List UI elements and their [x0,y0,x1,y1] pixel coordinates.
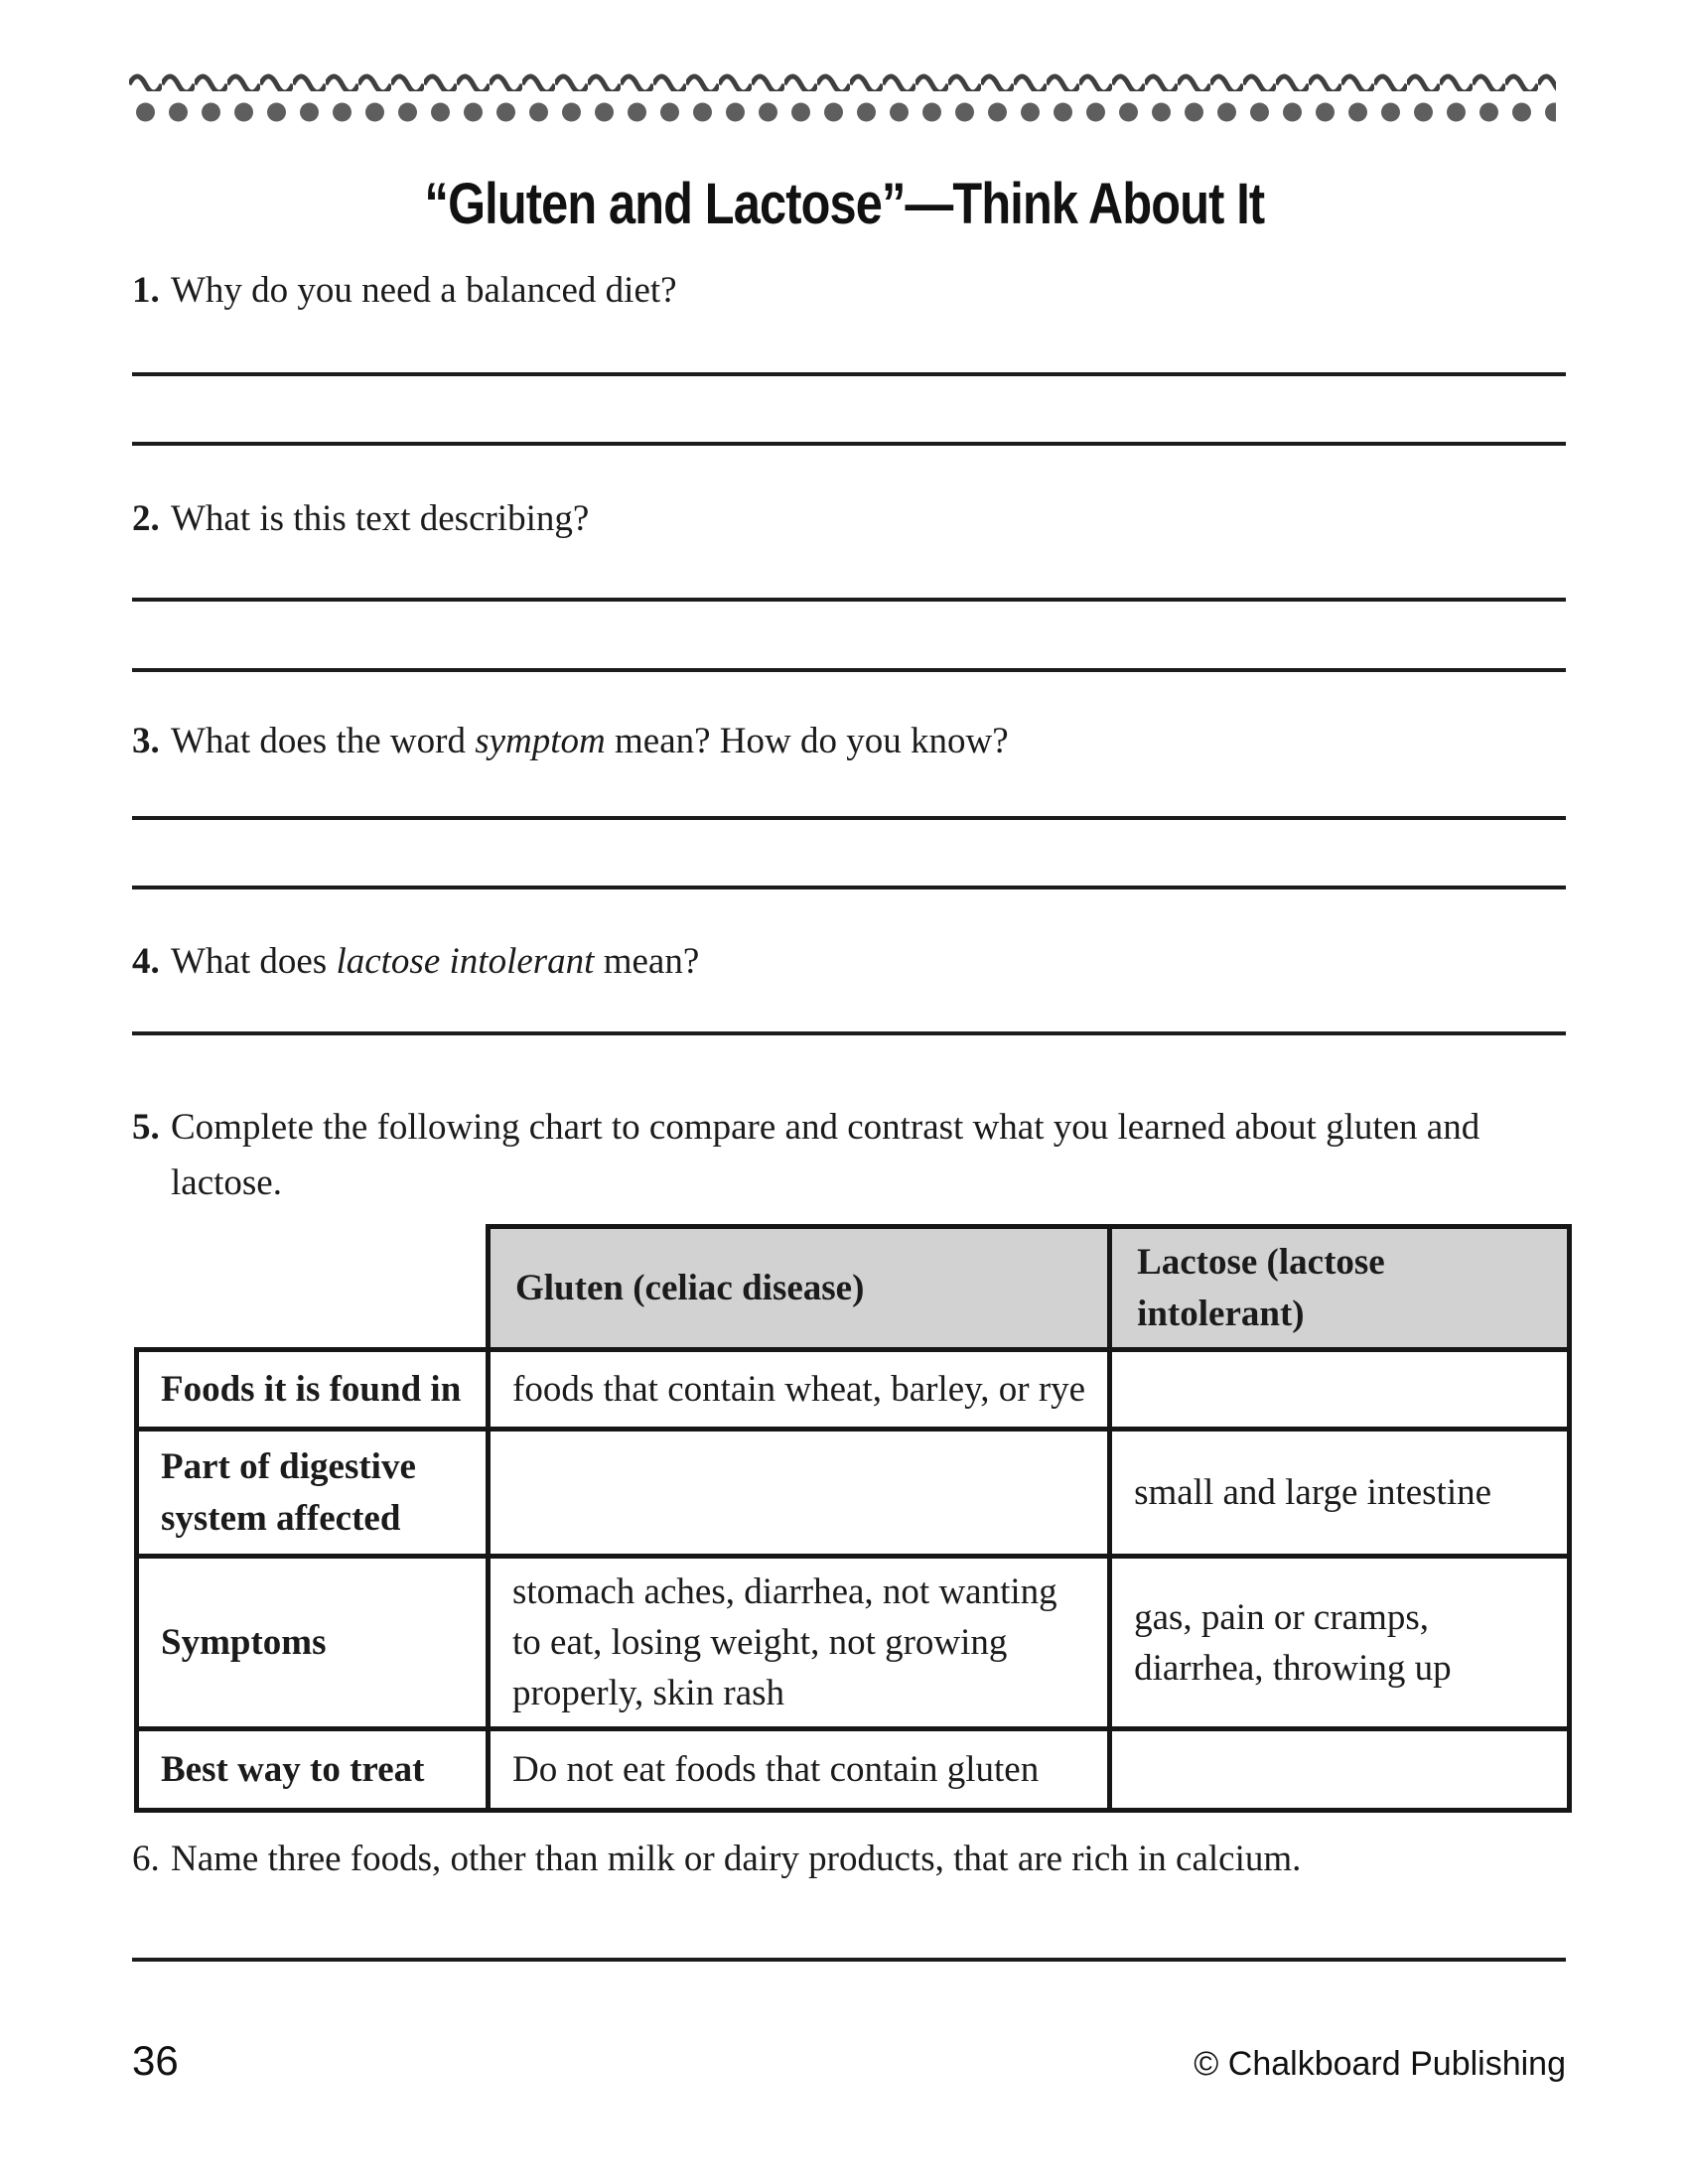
question-6-text: Name three foods, other than milk or dairy products, that are rich in calcium. [171,1839,1302,1879]
question-3-number: 3. [132,721,160,761]
answer-line [132,372,1566,376]
page-title [0,171,1688,237]
question-1-text: Why do you need a balanced diet? [171,270,677,311]
cell-foods-gluten: foods that contain wheat, barley, or rye [489,1350,1110,1430]
cell-treat-lactose [1110,1729,1570,1811]
question-4-number: 4. [132,941,160,982]
column-header-lactose: Lactose (lactose intolerant) [1110,1227,1570,1350]
row-label-treat: Best way to treat [137,1729,489,1811]
decorative-top-border [129,68,1556,129]
row-label-digestive: Part of digestive system affected [137,1430,489,1557]
question-4-italic-phrase: lactose intolerant [336,941,595,982]
question-5-number: 5. [132,1107,160,1148]
question-4 [132,937,1611,987]
question-6-number: 6. [132,1839,160,1879]
answer-line [132,668,1566,672]
question-6 [132,1835,1611,1884]
cell-digestive-lactose: small and large intestine [1110,1430,1570,1557]
answer-line [132,442,1566,446]
table-row [137,1729,1570,1811]
question-2-number: 2. [132,498,160,539]
page-title-text: “Gluten and Lactose”—Think About It [424,172,1264,236]
copyright-notice: © Chalkboard Publishing [1194,2045,1566,2083]
answer-line [132,1958,1566,1962]
dots-decoration [129,92,1556,122]
question-5-text-line2: lactose. [171,1162,282,1203]
question-1-number: 1. [132,270,160,311]
question-5-text-line1: Complete the following chart to compare and contrast what you learned about gluten and [171,1107,1480,1148]
table-row [137,1557,1570,1729]
question-3-text-pre: What does the word [171,721,476,761]
question-2 [132,494,1611,544]
question-2-text: What is this text describing? [171,498,590,539]
question-3 [132,717,1611,766]
answer-line [132,886,1566,889]
question-3-italic-word: symptom [475,721,606,761]
cell-symptoms-lactose: gas, pain or cramps, diarrhea, throwing up [1110,1557,1570,1729]
question-3-text-post: mean? How do you know? [605,721,1009,761]
table-corner-cell [137,1227,489,1350]
row-label-foods: Foods it is found in [137,1350,489,1430]
column-header-gluten: Gluten (celiac disease) [489,1227,1110,1350]
table-row [137,1350,1570,1430]
wavy-line-decoration [129,68,1556,91]
table-header-row [137,1227,1570,1350]
page-number: 36 [132,2037,179,2084]
cell-symptoms-gluten: stomach aches, diarrhea, not wanting to eat, losing weight, not growing properly, skin rash [489,1557,1110,1729]
row-label-symptoms: Symptoms [137,1557,489,1729]
cell-treat-gluten: Do not eat foods that contain gluten [489,1729,1110,1811]
question-4-text-post: mean? [594,941,700,982]
answer-line [132,1031,1566,1035]
question-5 [132,1100,1611,1211]
comparison-table [134,1224,1572,1813]
answer-line [132,598,1566,602]
question-4-text-pre: What does [171,941,337,982]
cell-foods-lactose [1110,1350,1570,1430]
table-row [137,1430,1570,1557]
cell-digestive-gluten [489,1430,1110,1557]
question-1 [132,266,1611,316]
answer-line [132,816,1566,820]
